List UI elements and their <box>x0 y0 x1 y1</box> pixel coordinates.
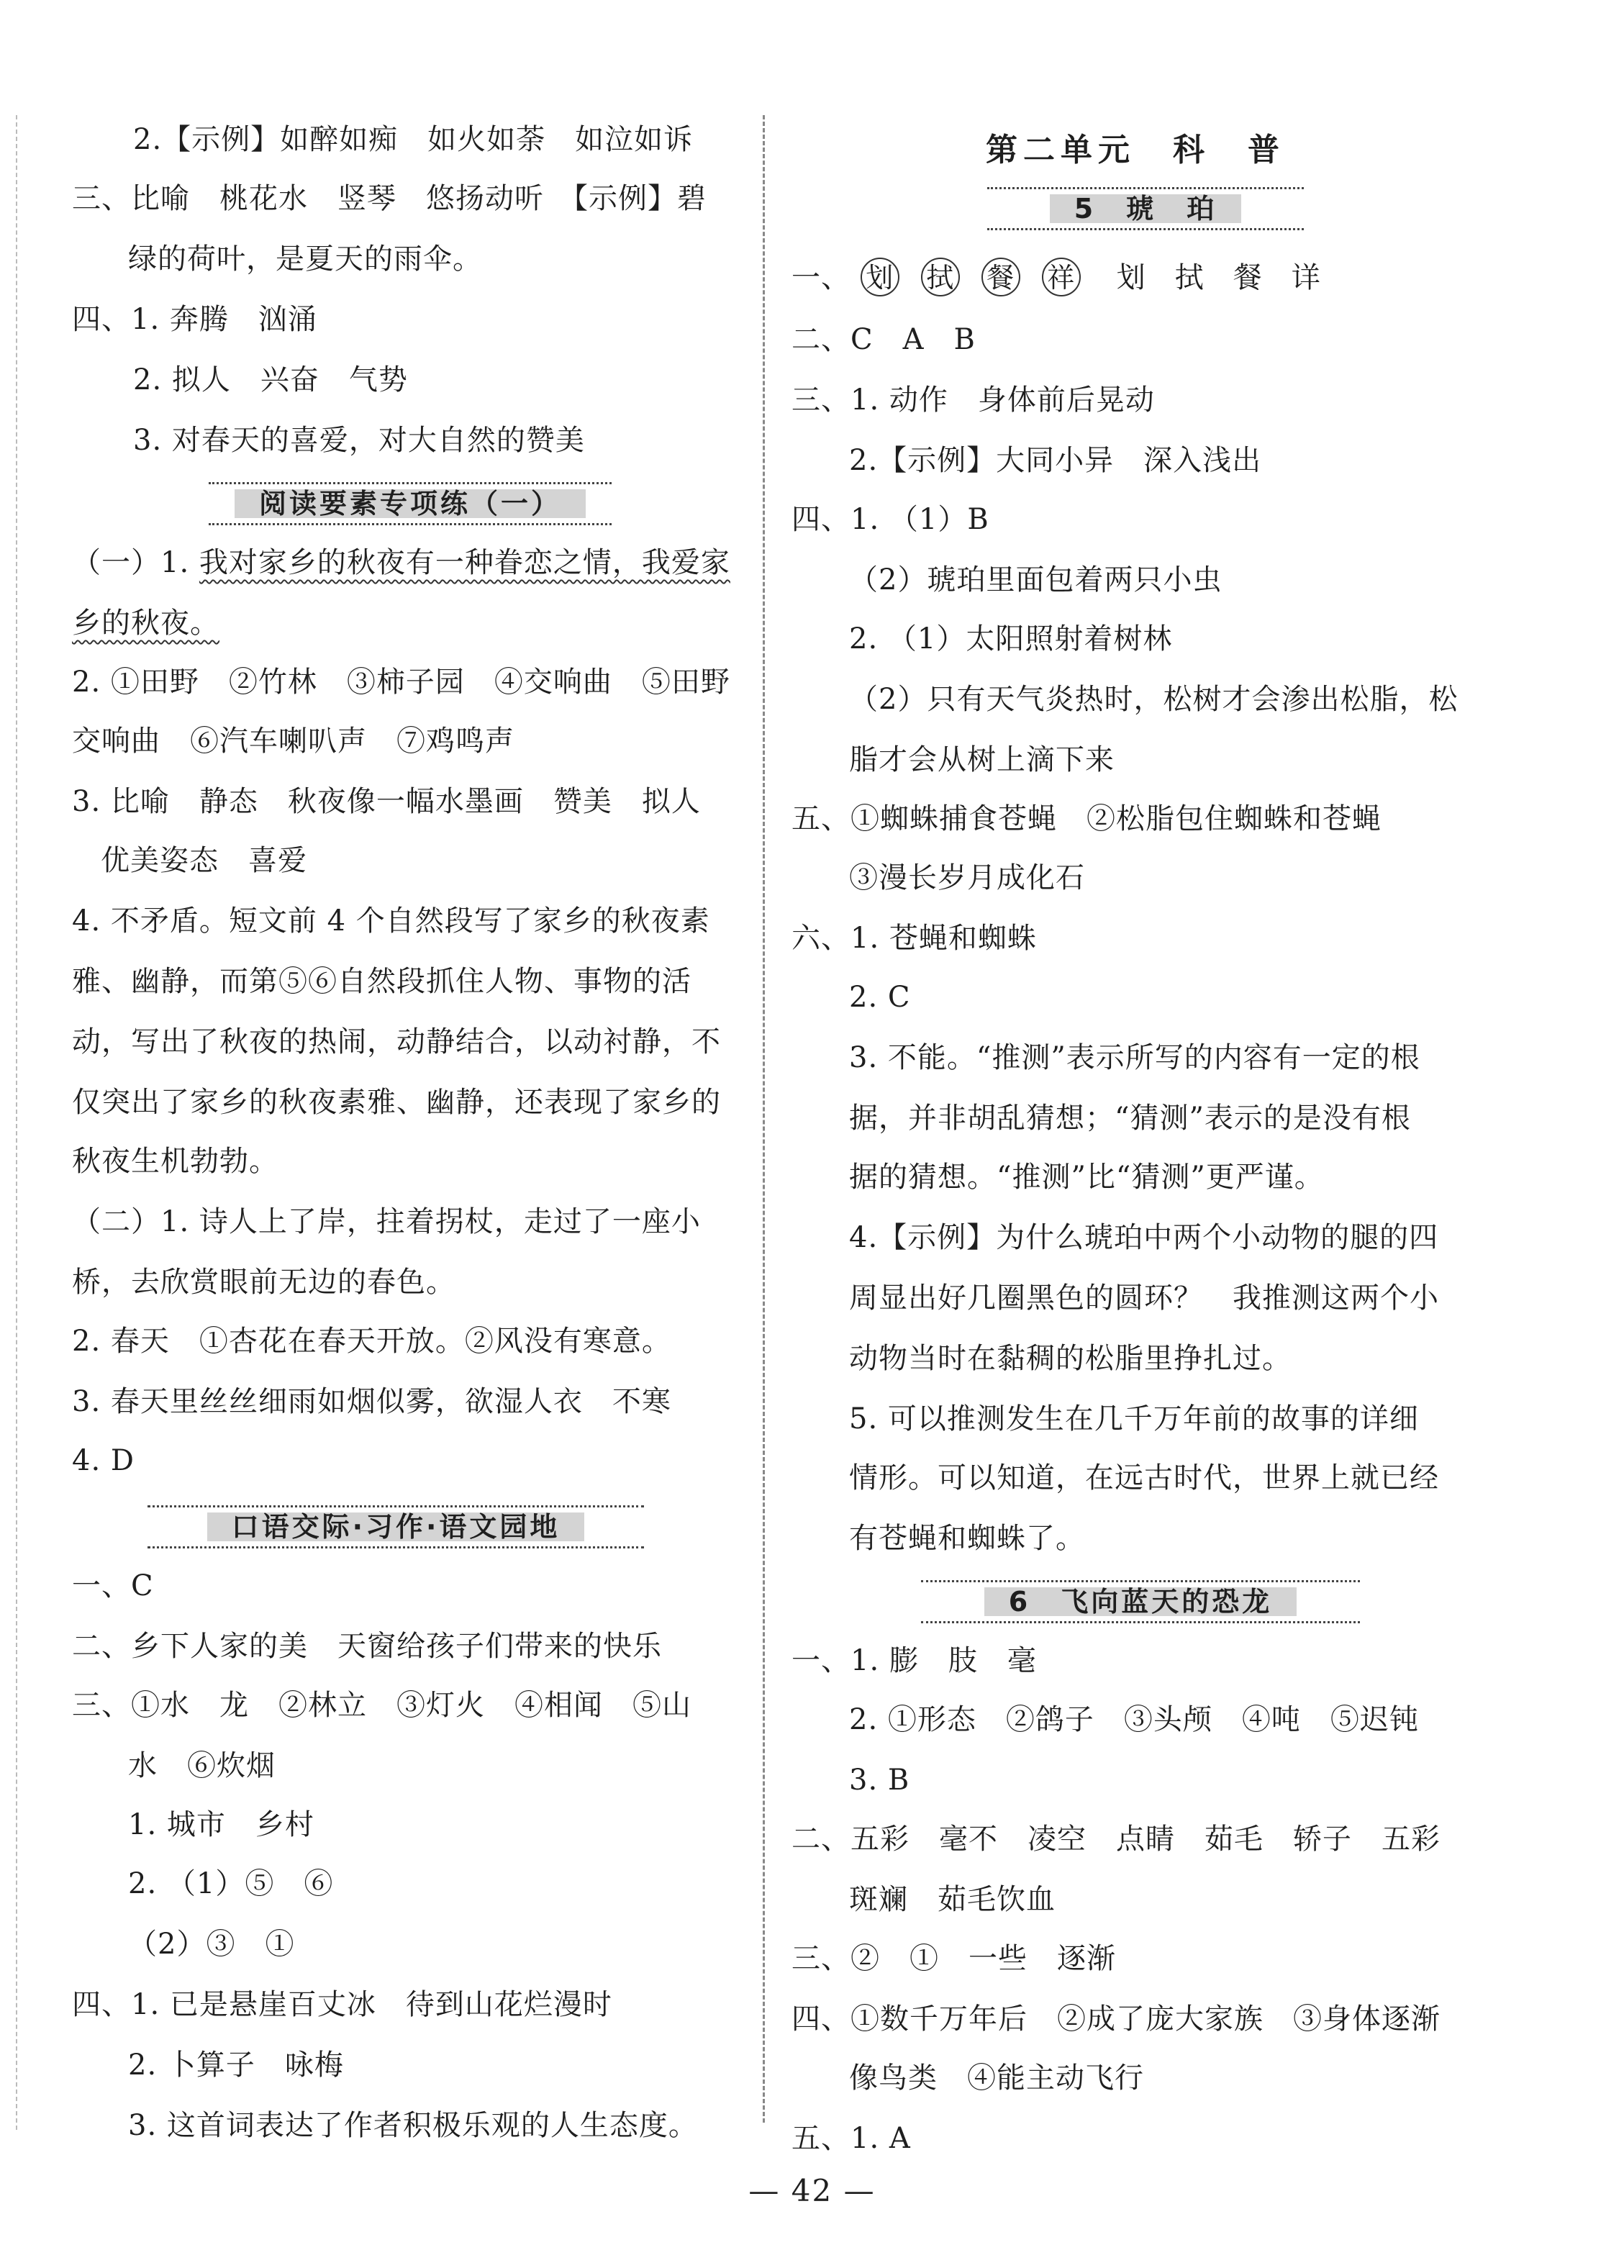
answer-line: 4. D <box>72 1444 135 1477</box>
page-number: — 42 — <box>748 2173 876 2208</box>
answer-line: 情形。可以知道，在远古时代，世界上就已经 <box>849 1461 1439 1494</box>
answer-line <box>72 606 219 640</box>
answer-line: 2. 拟人 兴奋 气势 <box>133 363 408 396</box>
section-banner <box>148 1505 644 1548</box>
answer-line: 4.【示例】为什么琥珀中两个小动物的腿的四 <box>849 1221 1439 1254</box>
answer-character: 餐 <box>1233 261 1263 294</box>
answer-line: 优美姿态 喜爱 <box>101 844 307 877</box>
answer-line: 四、1. 奔腾 汹涌 <box>72 303 317 336</box>
answer-line: 一、1. 膨 肢 毫 <box>791 1644 1037 1677</box>
answer-line <box>72 545 730 580</box>
wavy-underlined-answer: 乡的秋夜。 <box>72 607 219 640</box>
answer-line: 3. 这首词表达了作者积极乐观的人生态度。 <box>128 2109 698 2142</box>
answer-line: 三、①水 龙 ②林立 ③灯火 ④相闻 ⑤山 <box>72 1689 691 1722</box>
answer-line: 二、五彩 毫不 凌空 点睛 茹毛 轿子 五彩 <box>791 1823 1441 1856</box>
answer-line: 2. ①形态 ②鸽子 ③头颅 ④吨 ⑤迟钝 <box>849 1703 1419 1736</box>
left-margin-line <box>16 115 17 2130</box>
answer-line: 六、1. 苍蝇和蜘蛛 <box>791 922 1037 955</box>
lesson-banner-label: 6 飞向蓝天的恐龙 <box>984 1587 1297 1616</box>
answer-line: 3. 不能。“推测”表示所写的内容有一定的根 <box>849 1041 1420 1074</box>
unit-title: 第二单元 科 普 <box>986 132 1285 168</box>
answer-line: （2）琥珀里面包着两只小虫 <box>849 563 1222 597</box>
answer-line: 一、C <box>72 1569 154 1602</box>
circled-character: 祥 <box>1042 258 1081 296</box>
answer-line <box>791 258 1321 297</box>
answer-line: （2）③ ① <box>128 1928 295 1961</box>
answer-line: 2. 卜算子 咏梅 <box>128 2049 344 2082</box>
answer-line: 2. ①田野 ②竹林 ③柿子园 ④交响曲 ⑤田野 <box>72 666 730 699</box>
answer-character: 详 <box>1291 261 1321 294</box>
circled-character: 餐 <box>981 258 1020 296</box>
answer-line: 五、1. A <box>791 2122 911 2155</box>
answer-line: 3. B <box>849 1764 910 1797</box>
answer-line: 四、1. （1）B <box>791 503 989 536</box>
answer-line: 2.【示例】大同小异 深入浅出 <box>849 444 1262 477</box>
answer-line: 三、1. 动作 身体前后晃动 <box>791 384 1155 417</box>
wavy-underlined-answer: 我对家乡的秋夜有一种眷恋之情，我爱家 <box>199 546 730 579</box>
circled-character: 拭 <box>921 258 960 296</box>
answer-character: 拭 <box>1174 261 1205 294</box>
answer-line: 绿的荷叶，是夏天的雨伞。 <box>128 242 482 276</box>
answer-line: 动物当时在黏稠的松脂里挣扎过。 <box>849 1342 1292 1375</box>
answer-line: 三、② ① 一些 逐渐 <box>791 1942 1116 1975</box>
answer-line: 1. 城市 乡村 <box>128 1808 314 1841</box>
answer-line: 斑斓 茹毛饮血 <box>849 1883 1056 1916</box>
circled-character: 划 <box>861 258 899 296</box>
question-prefix: 一、 <box>791 261 850 294</box>
lesson-banner-label: 5 琥 珀 <box>1050 194 1241 223</box>
answer-line: 4. 不矛盾。短文前 4 个自然段写了家乡的秋夜素 <box>72 904 710 938</box>
answer-line: 三、比喻 桃花水 竖琴 悠扬动听 【示例】碧 <box>72 182 707 215</box>
answer-line: 四、1. 已是悬崖百丈冰 待到山花烂漫时 <box>72 1988 612 2021</box>
answer-line: 周显出好几圈黑色的圆环？ 我推测这两个小 <box>849 1282 1439 1315</box>
answer-line: 雅、幽静，而第⑤⑥自然段抓住人物、事物的活 <box>72 965 691 998</box>
lesson-banner <box>921 1580 1360 1623</box>
answer-line: 桥，去欣赏眼前无边的春色。 <box>72 1266 455 1299</box>
answer-line: 2. （1）⑤ ⑥ <box>128 1867 334 1900</box>
section-banner-label: 阅读要素专项练（一） <box>235 489 586 518</box>
answer-line: （二）1. 诗人上了岸，拄着拐杖，走过了一座小 <box>72 1205 701 1238</box>
answer-line: 有苍蝇和蜘蛛了。 <box>849 1522 1085 1555</box>
answer-line: 交响曲 ⑥汽车喇叭声 ⑦鸡鸣声 <box>72 725 514 758</box>
answer-character: 划 <box>1116 261 1146 294</box>
answer-line: 3. 对春天的喜爱，对大自然的赞美 <box>133 424 585 457</box>
column-divider <box>763 115 765 2123</box>
answer-line: 2. 春天 ①杏花在春天开放。②风没有寒意。 <box>72 1325 671 1358</box>
answer-line: 3. 比喻 静态 秋夜像一幅水墨画 赞美 拟人 <box>72 785 701 818</box>
lesson-banner <box>987 187 1304 230</box>
section-banner <box>209 482 612 525</box>
answer-line: 2. （1）太阳照射着树林 <box>849 622 1173 656</box>
answer-line: ③漫长岁月成化石 <box>849 861 1085 894</box>
answer-line: 动，写出了秋夜的热闹，动静结合，以动衬静，不 <box>72 1025 721 1058</box>
answer-line: 据的猜想。“推测”比“猜测”更严谨。 <box>849 1161 1324 1194</box>
answer-line: 像鸟类 ④能主动飞行 <box>849 2061 1144 2095</box>
answer-line: 2. C <box>849 981 911 1014</box>
answer-line: 2.【示例】如醉如痴 如火如荼 如泣如诉 <box>133 123 694 156</box>
answer-line: 仅突出了家乡的秋夜素雅、幽静，还表现了家乡的 <box>72 1086 721 1119</box>
answer-line: 3. 春天里丝丝细雨如烟似雾，欲湿人衣 不寒 <box>72 1385 671 1418</box>
answer-line: 五、①蜘蛛捕食苍蝇 ②松脂包住蜘蛛和苍蝇 <box>791 802 1382 835</box>
answer-line: 水 ⑥炊烟 <box>128 1749 276 1782</box>
answer-line: 二、乡下人家的美 天窗给孩子们带来的快乐 <box>72 1630 662 1663</box>
answer-line: （2）只有天气炎热时，松树才会渗出松脂，松 <box>849 683 1459 716</box>
answer-line: 5. 可以推测发生在几千万年前的故事的详细 <box>849 1402 1419 1435</box>
section-banner-label: 口语交际·习作·语文园地 <box>207 1512 585 1541</box>
answer-line: 二、C A B <box>791 323 976 356</box>
answer-line: 四、①数千万年后 ②成了庞大家族 ③身体逐渐 <box>791 2002 1441 2036</box>
answer-line: 脂才会从树上滴下来 <box>849 743 1115 776</box>
answer-line: 据，并非胡乱猜想；“猜测”表示的是没有根 <box>849 1102 1411 1135</box>
question-prefix: （一）1. <box>72 546 199 579</box>
answer-line: 秋夜生机勃勃。 <box>72 1145 278 1178</box>
